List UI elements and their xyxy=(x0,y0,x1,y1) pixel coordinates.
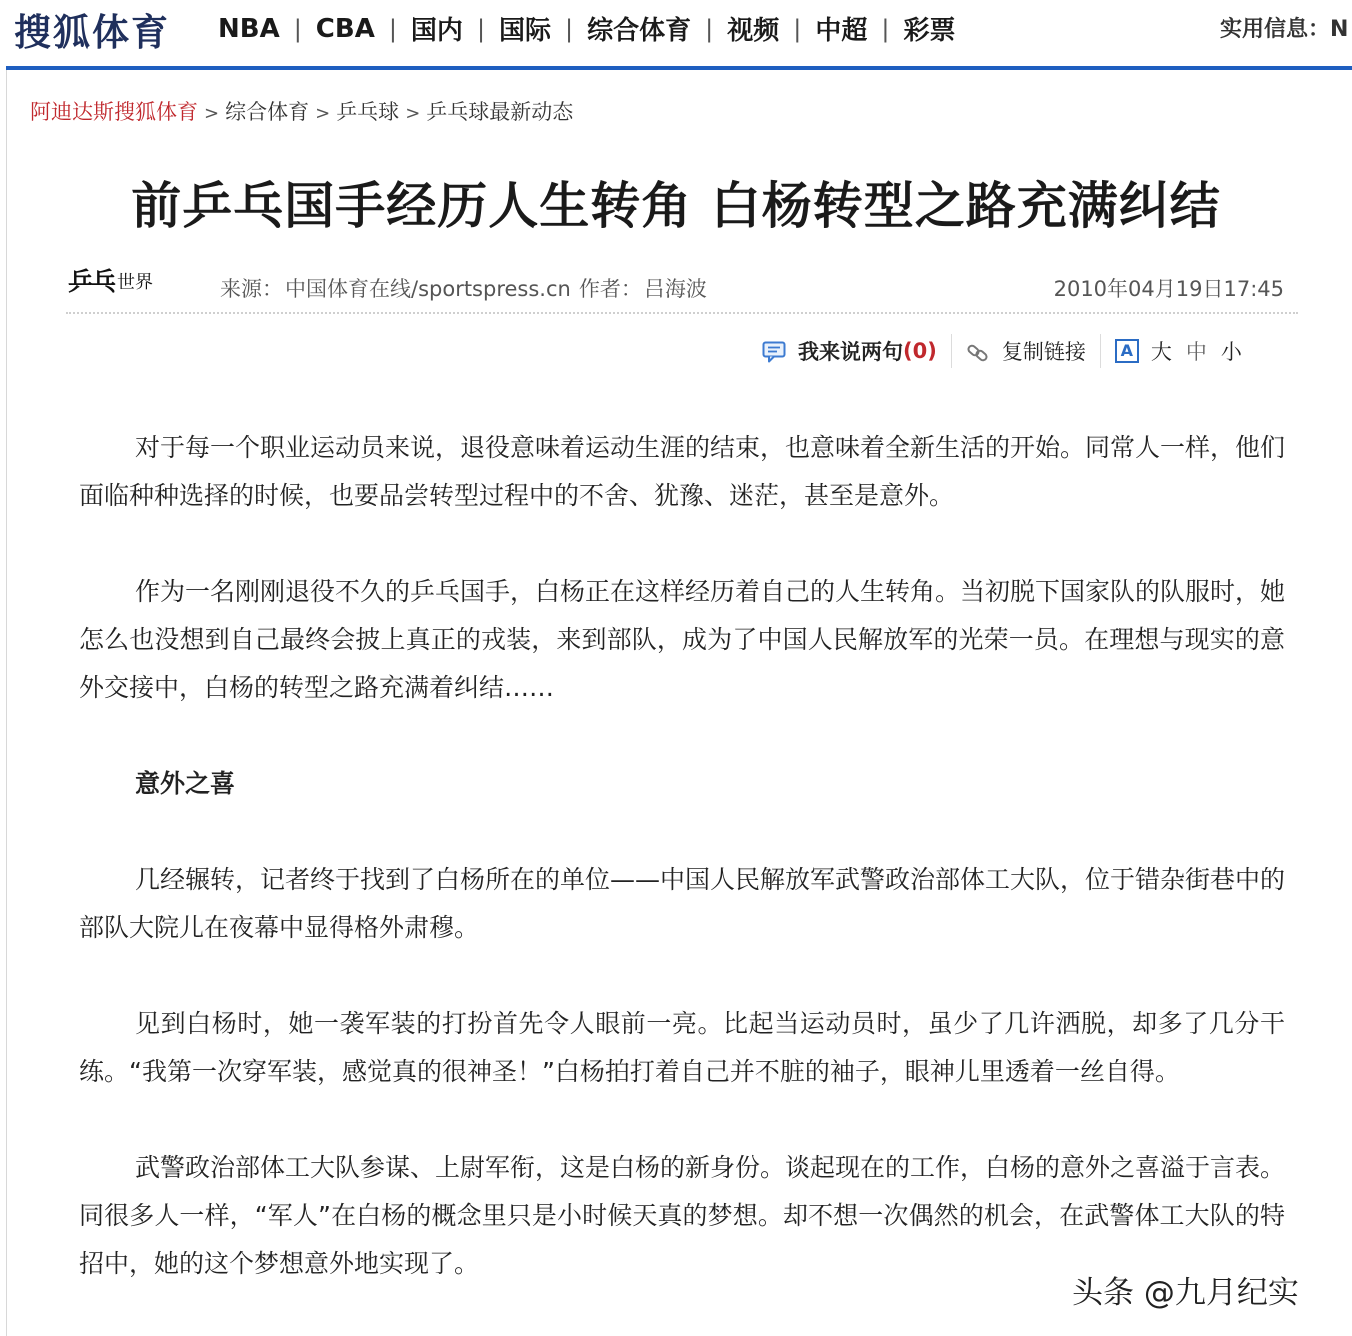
nav-separator: | xyxy=(293,14,302,43)
font-size-small[interactable]: 小 xyxy=(1220,340,1242,364)
font-size-large[interactable]: 大 xyxy=(1150,340,1172,364)
nav-separator: | xyxy=(793,14,802,43)
article-paragraph: 对于每一个职业运动员来说，退役意味着运动生涯的结束，也意味着全新生活的开始。同常人一样，他们面临种种选择的时候，也要品尝转型过程中的不舍、犹豫、迷茫，甚至是意外。 xyxy=(79,433,1286,510)
font-size-icon: A xyxy=(1115,339,1139,363)
comment-icon xyxy=(762,341,786,361)
header-divider xyxy=(6,66,1352,70)
comment-label: 我来说两句 xyxy=(798,340,903,364)
toolbar-divider xyxy=(951,334,952,368)
comment-button[interactable] xyxy=(762,336,937,366)
source-name: 中国体育在线/sportspress.cn xyxy=(285,277,571,301)
source-logo-main: 乒乓 xyxy=(68,267,115,296)
breadcrumb-general-sports[interactable]: 综合体育 xyxy=(225,100,310,124)
font-size-control xyxy=(1115,336,1242,366)
copy-link-button[interactable] xyxy=(966,336,1086,366)
author-label: 作者： xyxy=(578,277,642,301)
source-logo xyxy=(68,268,153,298)
nav-cba[interactable]: CBA xyxy=(315,13,375,44)
comment-count-close: ) xyxy=(927,339,937,363)
breadcrumb-separator: > xyxy=(315,103,331,124)
breadcrumb-table-tennis[interactable]: 乒乓球 xyxy=(336,100,400,124)
article-subheading: 意外之喜 xyxy=(135,769,236,798)
nav-international[interactable]: 国际 xyxy=(499,16,552,46)
source-label: 来源： xyxy=(220,277,283,301)
nav-separator: | xyxy=(388,14,397,43)
comment-count-open: ( xyxy=(903,339,913,363)
top-nav xyxy=(0,0,1352,66)
meta-divider xyxy=(66,312,1298,314)
comment-count: 0 xyxy=(912,339,928,363)
font-size-medium[interactable]: 中 xyxy=(1185,340,1207,364)
link-icon xyxy=(966,341,990,361)
article-title: 前乒乓国手经历人生转角 白杨转型之路充满纠结 xyxy=(131,177,1221,235)
author-name: 吕海波 xyxy=(643,277,707,301)
util-info-link[interactable]: 实用信息：N xyxy=(1220,17,1349,42)
watermark: 头条 @九月纪实 xyxy=(1072,1275,1299,1311)
nav-lottery[interactable]: 彩票 xyxy=(903,16,956,46)
breadcrumb-separator: > xyxy=(405,103,421,124)
nav-general-sports[interactable]: 综合体育 xyxy=(587,16,692,46)
breadcrumb-separator: > xyxy=(204,103,220,124)
article-toolbar xyxy=(762,334,1242,368)
toolbar-divider xyxy=(1100,334,1101,368)
site-logo[interactable]: 搜狐体育 xyxy=(14,10,170,54)
breadcrumb xyxy=(30,96,573,126)
nav-separator: | xyxy=(565,14,574,43)
breadcrumb-latest-news[interactable]: 乒乓球最新动态 xyxy=(426,100,574,124)
nav-video[interactable]: 视频 xyxy=(727,16,780,46)
publish-date: 2010年04月19日17:45 xyxy=(1053,277,1284,301)
nav-nba[interactable]: NBA xyxy=(218,13,280,44)
nav-separator: | xyxy=(476,14,486,43)
article-paragraph: 几经辗转，记者终于找到了白杨所在的单位——中国人民解放军武警政治部体工大队，位于错杂街巷中的部队大院儿在夜幕中显得格外肃穆。 xyxy=(79,865,1286,942)
nav-separator: | xyxy=(881,14,890,43)
article-paragraph: 作为一名刚刚退役不久的乒乓国手，白杨正在这样经历着自己的人生转角。当初脱下国家队的队服时，她怎么也没想到自己最终会披上真正的戎装，来到部队，成为了中国人民解放军的光荣一员。在理想与现实的意外交接中，白杨的转型之路充满着纠结…… xyxy=(79,577,1286,702)
page-frame-border xyxy=(6,70,7,1336)
nav-csl[interactable]: 中超 xyxy=(815,16,868,46)
article-paragraph: 武警政治部体工大队参谋、上尉军衔，这是白杨的新身份。谈起现在的工作，白杨的意外之喜溢于言表。同很多人一样，“军人”在白杨的概念里只是小时候天真的梦想。却不想一次偶然的机会，在武警体工大队的特招中，她的这个梦想意外地实现了。 xyxy=(79,1153,1286,1278)
channel-nav xyxy=(218,10,955,47)
breadcrumb-home[interactable]: 阿迪达斯搜狐体育 xyxy=(30,100,198,124)
source-logo-sub: 世界 xyxy=(117,272,154,293)
copy-link-label: 复制链接 xyxy=(1001,340,1086,364)
nav-domestic[interactable]: 国内 xyxy=(410,16,463,46)
article-paragraph: 见到白杨时，她一袭军装的打扮首先令人眼前一亮。比起当运动员时，虽少了几许洒脱，却多了几分干练。“我第一次穿军装，感觉真的很神圣！”白杨拍打着自己并不脏的袖子，眼神儿里透着一丝自得。 xyxy=(79,1009,1285,1086)
nav-separator: | xyxy=(705,14,714,43)
article-meta xyxy=(220,273,707,303)
article-body xyxy=(79,424,1285,1288)
